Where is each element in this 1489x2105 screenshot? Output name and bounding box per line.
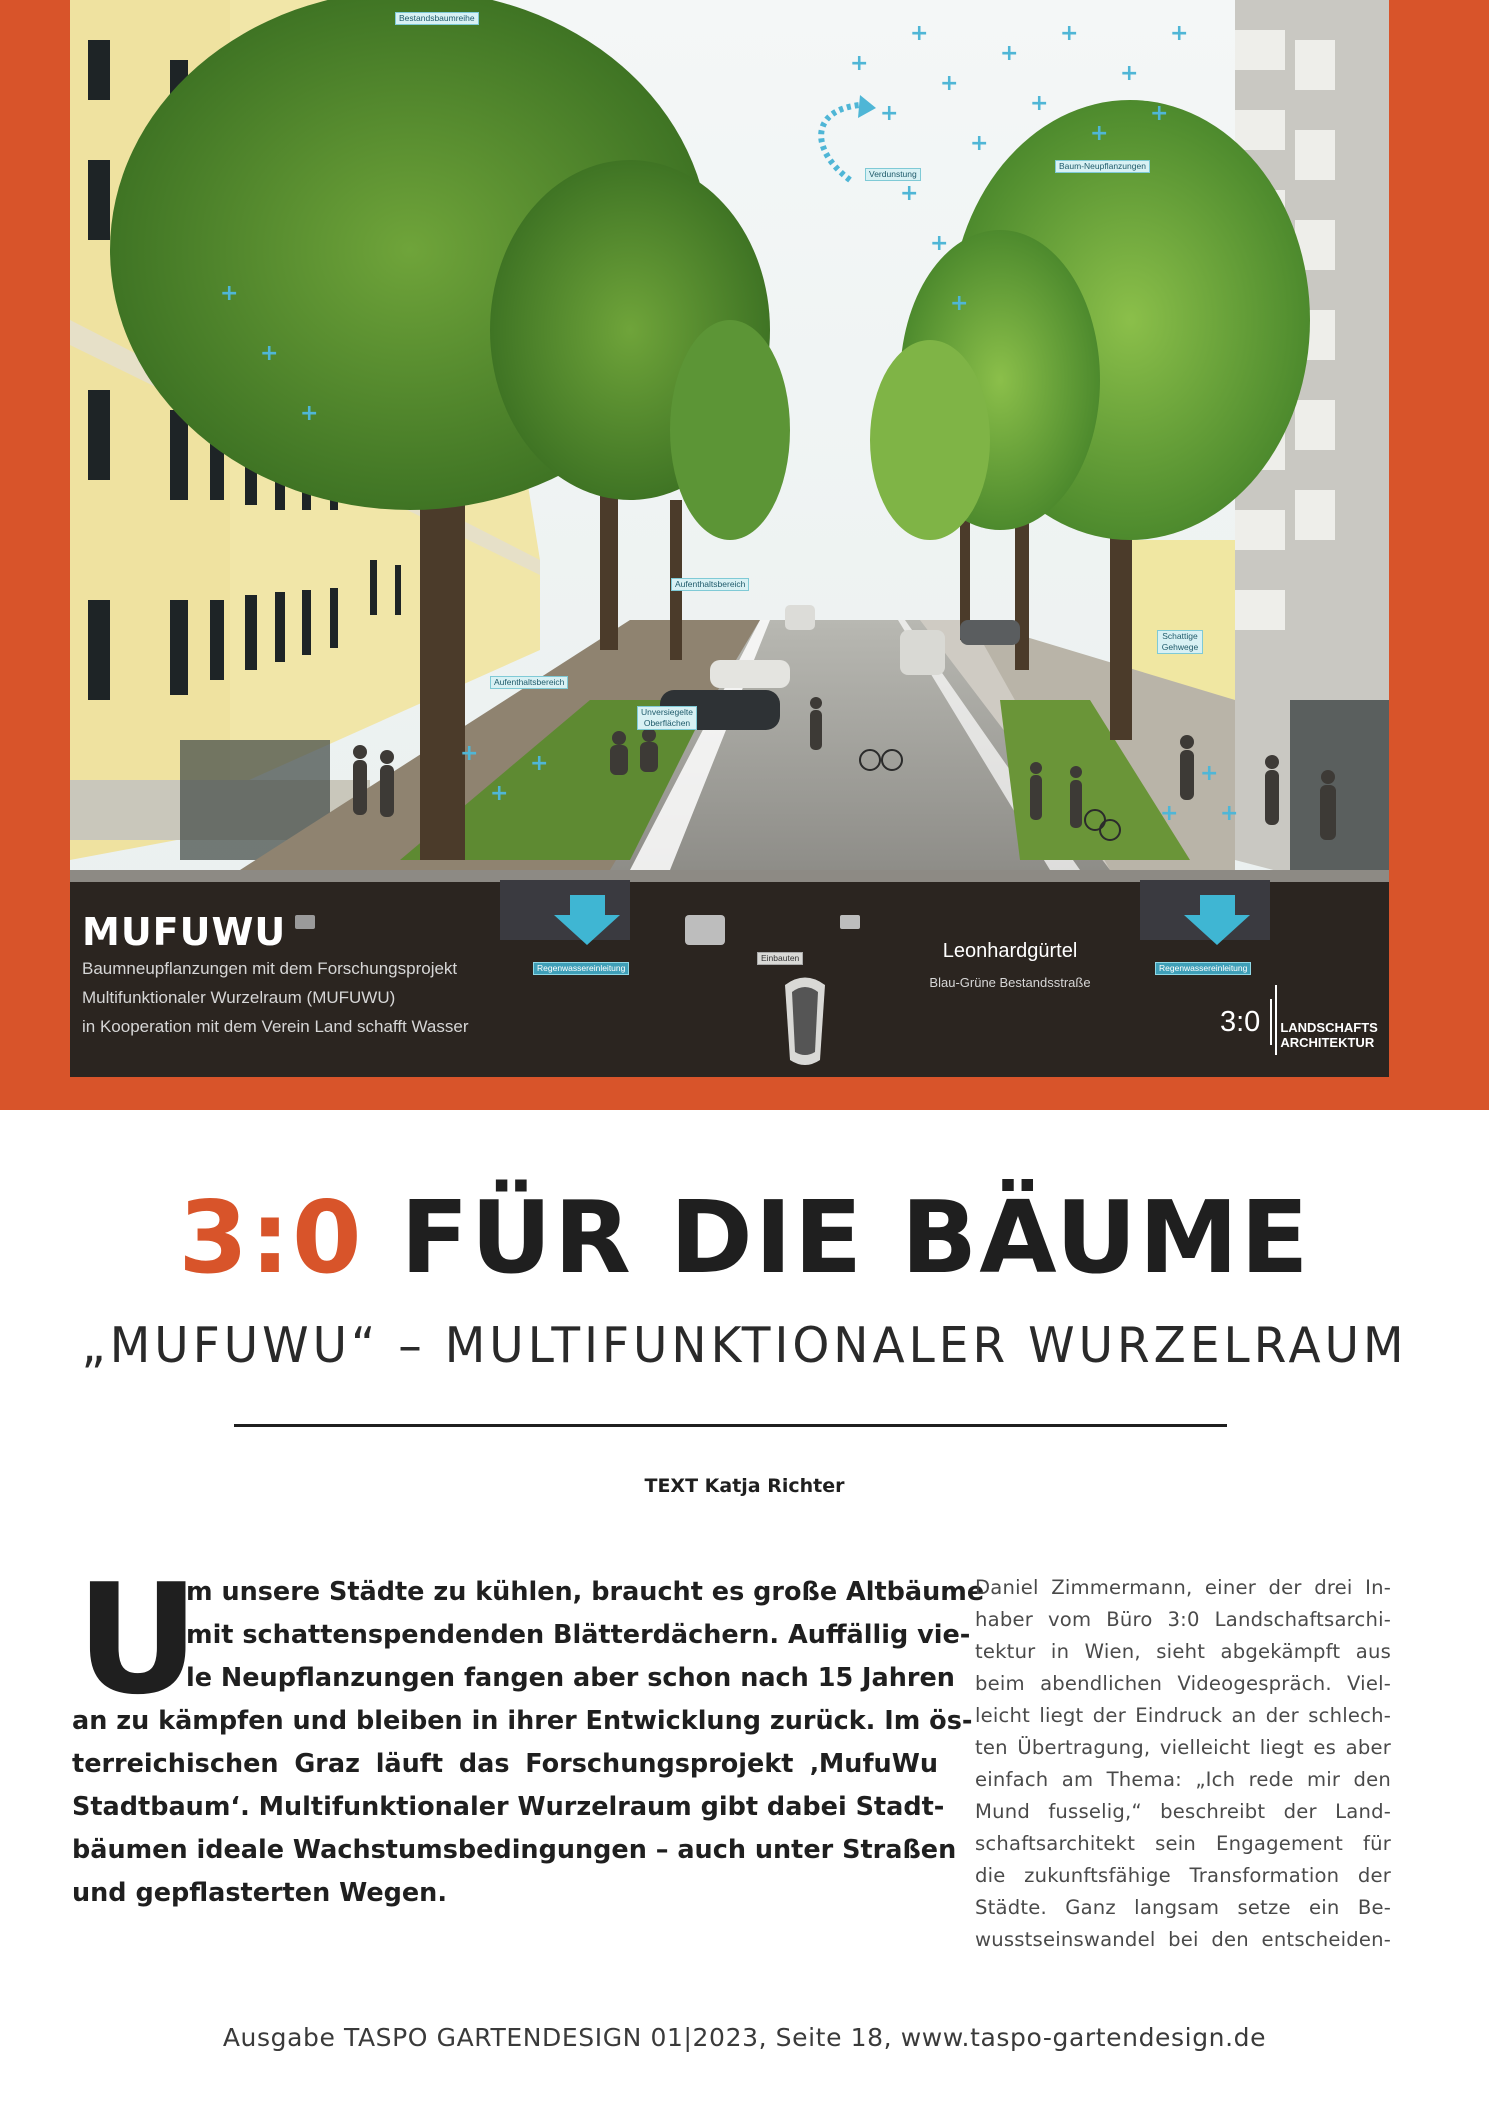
page-footer: Ausgabe TASPO GARTENDESIGN 01|2023, Seite 18, www.taspo-gartendesign.de (222, 2023, 1267, 2052)
svg-text:+: + (930, 231, 949, 256)
body-line: schaftsarchitekt sein Engagement für (975, 1832, 1391, 1855)
drop-cap: U (76, 1551, 200, 1728)
street-name: Leonhardgürtel (942, 940, 1078, 962)
body-line: Städte. Ganz langsam setze ein Be- (975, 1896, 1391, 1919)
body-line: beim abendlichen Videogespräch. Viel- (975, 1672, 1391, 1695)
svg-text:+: + (970, 131, 989, 156)
svg-text:+: + (300, 401, 319, 426)
byline: TEXT Katja Richter (644, 1475, 845, 1497)
body-line: die zukunftsfähige Transformation der (975, 1864, 1391, 1887)
headline-main: FÜR DIE BÄUME (400, 1179, 1311, 1296)
body-line: Mund fusselig,“ beschreibt der Land- (975, 1800, 1391, 1823)
svg-text:+: + (1220, 801, 1239, 826)
lead-line: terreichischen Graz läuft das Forschungsprojekt ‚MufuWu (72, 1749, 938, 1779)
svg-text:+: + (1000, 41, 1019, 66)
logo-text: LANDSCHAFTS ARCHITEKTUR (1280, 1020, 1378, 1050)
svg-text:+: + (910, 21, 929, 46)
label-regenwassereinleitung-2: Regenwassereinleitung (1155, 962, 1251, 975)
svg-text:+: + (1090, 121, 1109, 146)
street-name-block (910, 940, 1110, 990)
headline-accent: 3:0 (178, 1179, 364, 1296)
svg-text:+: + (850, 51, 869, 76)
svg-text:+: + (1030, 91, 1049, 116)
figure-caption (82, 910, 522, 1041)
label-aufenthaltsbereich-2: Aufenthaltsbereich (490, 676, 568, 689)
street-type: Blau-Grüne Bestandsstraße (929, 975, 1091, 990)
svg-text:+: + (1200, 761, 1219, 786)
subheadline: „MUFUWU“ – MULTIFUNKTIONALER WURZELRAUM (81, 1316, 1408, 1375)
svg-text:+: + (220, 281, 239, 306)
lead-line: und gepflasterten Wegen. (72, 1878, 448, 1908)
svg-text:+: + (900, 181, 919, 206)
svg-text:+: + (260, 341, 279, 366)
label-aufenthaltsbereich-1: Aufenthaltsbereich (671, 578, 749, 591)
lead-line: m unsere Städte zu kühlen, braucht es große Altbäume (186, 1577, 985, 1607)
svg-text:+: + (940, 71, 959, 96)
logo-number: 3:0 (1220, 999, 1272, 1045)
body-line: Daniel Zimmermann, einer der drei In- (975, 1576, 1391, 1599)
svg-text:+: + (530, 751, 549, 776)
svg-text:+: + (1060, 21, 1079, 46)
label-verdunstung: Verdunstung (865, 168, 921, 181)
lead-line: Stadtbaum‘. Multifunktionaler Wurzelraum gibt dabei Stadt- (72, 1792, 945, 1822)
lead-line: le Neupflanzungen fangen aber schon nach 15 Jahren (186, 1663, 955, 1693)
headline (0, 1180, 1489, 1295)
lead-line: an zu kämpfen und bleiben in ihrer Entwicklung zurück. Im ös- (72, 1706, 973, 1736)
label-unversiegelte-oberflaechen: Unversiegelte Oberflächen (637, 706, 697, 730)
lead-line: mit schattenspendenden Blätterdächern. Auffällig vie- (186, 1620, 971, 1650)
body-line: tektur in Wien, sieht abgekämpft aus (975, 1640, 1391, 1663)
svg-text:+: + (460, 741, 479, 766)
caption-title: MUFUWU (82, 910, 287, 954)
svg-text:+: + (490, 781, 509, 806)
svg-text:+: + (1150, 101, 1169, 126)
lead-line: bäumen ideale Wachstumsbedingungen – auch unter Straßen (72, 1835, 957, 1865)
caption-line: Multifunktionaler Wurzelraum (MUFUWU) (82, 988, 396, 1007)
svg-text:+: + (1160, 801, 1179, 826)
svg-text:+: + (1170, 21, 1189, 46)
label-einbauten: Einbauten (757, 952, 803, 965)
label-schattige-gehwege: Schattige Gehwege (1157, 630, 1203, 654)
body-line: leicht liegt der Eindruck an der schlech- (975, 1704, 1391, 1727)
label-bestandsbaumreihe: Bestandsbaumreihe (395, 12, 479, 25)
label-regenwassereinleitung-1: Regenwassereinleitung (533, 962, 629, 975)
body-line: haber vom Büro 3:0 Landschaftsarchi- (975, 1608, 1391, 1631)
street-illustration (70, 0, 1389, 1077)
body-line: wusstseinswandel bei den entscheiden- (975, 1928, 1391, 1951)
divider (234, 1424, 1227, 1427)
office-logo (1220, 990, 1382, 1054)
body-line: einfach am Thema: „Ich rede mir den (975, 1768, 1391, 1791)
svg-text:+: + (950, 291, 969, 316)
caption-line: Baumneupflanzungen mit dem Forschungsprojekt (82, 959, 458, 978)
body-line: ten Übertragung, vielleicht liegt es aber (975, 1736, 1391, 1759)
label-baum-neupflanzungen: Baum-Neupflanzungen (1055, 160, 1150, 173)
caption-line: in Kooperation mit dem Verein Land schafft Wasser (82, 1017, 469, 1036)
svg-text:+: + (1120, 61, 1139, 86)
svg-text:+: + (880, 101, 899, 126)
